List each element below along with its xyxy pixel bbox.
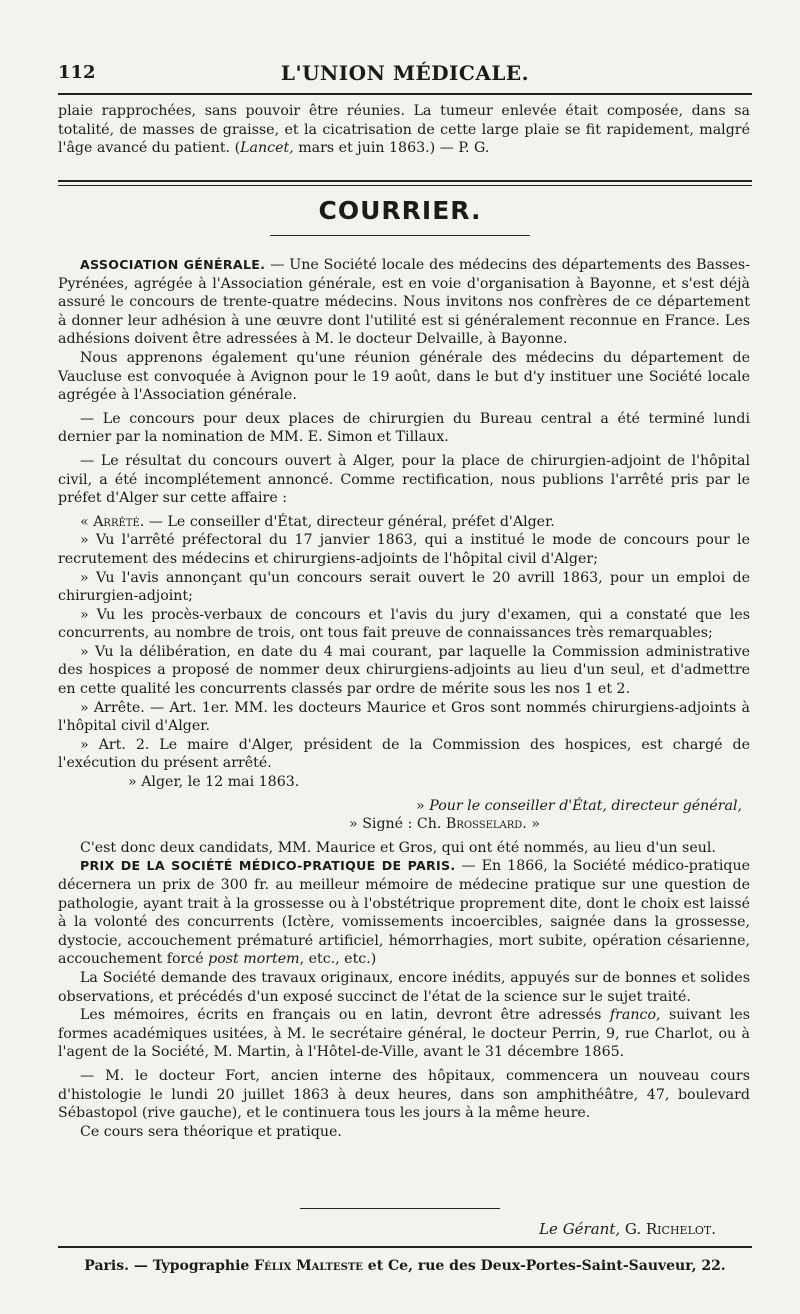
courrier-body <box>58 256 750 1141</box>
arrete-vu-1: » Vu l'arrêté préfectoral du 17 janvier 1863, qui a institué le mode de concours pour le recrutement des médecins et chirurgiens-adjoints de l'hôpital civil d'Alger; <box>58 532 750 567</box>
prix-paragraph: PRIX DE LA SOCIÉTÉ MÉDICO-PRATIQUE DE PARIS. — En 1866, la Société médico-pratique décernera un prix de 300 fr. au meilleur mémoire de médecine pratique sur une question de pathologie, ayant trait à la grossesse ou à l'obstétrique proprement dite, dont le choix est laissé à la volonté des concurrents (Ictère, vomissements incoercibles, saignée dans la grossesse, dystocie, accouchement prématuré artificiel, hémorrhagies, mort subite, opération césarienne, accouchement forcé post mortem, etc., etc.) <box>58 858 750 968</box>
section-rule-top-thin <box>58 185 752 186</box>
cours-paragraph-2: Ce cours sera théorique et pratique. <box>80 1123 342 1140</box>
intro-text <box>58 102 750 158</box>
printer-line: Paris. — Typographie Félix Malteste et Ce, rue des Deux-Portes-Saint-Sauveur, 22. <box>84 1258 726 1274</box>
arrete-signature: » Signé : Ch. Brosselard. » <box>349 816 540 833</box>
vaucluse-paragraph: Nous apprenons également qu'une réunion générale des médecins du département de Vaucluse est convoquée à Avignon pour le 19 août, dans le but d'y instituer une Société locale agrégée à l'Association générale. <box>58 349 750 404</box>
arrete-article-2: » Art. 2. Le maire d'Alger, président de la Commission des hospices, est chargé de l'exécution du présent arrêté. <box>58 736 750 772</box>
concours-paragraph: — Le concours pour deux places de chirurgien du Bureau central a été terminé lundi dernier par la nomination de MM. E. Simon et Tillaux. <box>58 410 750 446</box>
arrete-article-1: » Arrête. — Art. 1er. MM. les docteurs Maurice et Gros sont nommés chirurgiens-adjoints à l'hôpital civil d'Alger. <box>58 699 750 735</box>
page-number: 112 <box>58 62 96 83</box>
source-journal: Lancet, <box>240 140 294 157</box>
journal-title: L'UNION MÉDICALE. <box>280 61 530 85</box>
arrete-vu-2: » Vu l'avis annonçant qu'un concours serait ouvert le 20 avrill 1863, pour un emploi de chirurgien-adjoint; <box>58 569 750 605</box>
cours-paragraph: — M. le docteur Fort, ancien interne des hôpitaux, commencera un nouveau cours d'histologie le lundi 20 juillet 1863 à deux heures, dans son amphithéâtre, 47, boulevard Sébastopol (rive gauche), et le continuera tous les jours à la même heure. <box>58 1067 750 1122</box>
arrete-opening: « Arrêté. — Le conseiller d'État, directeur général, préfet d'Alger. <box>80 513 555 530</box>
footer-rule-short <box>300 1208 500 1209</box>
arrete-date: » Alger, le 12 mai 1863. <box>128 774 300 791</box>
prix-lead: PRIX DE LA SOCIÉTÉ MÉDICO-PRATIQUE DE PARIS. <box>80 858 456 874</box>
section-rule-under-title <box>270 235 530 236</box>
arrete-pour: » Pour le conseiller d'État, directeur général, <box>416 797 742 814</box>
arrete-vu-3: » Vu les procès-verbaux de concours et l'avis du jury d'examen, qui a constaté que les concurrents, au nombre de trois, ont tous fait preuve de connaissances très remarquables; <box>58 606 750 642</box>
association-paragraph: ASSOCIATION GÉNÉRALE. — Une Société locale des médecins des départements des Basses-Pyrénées, agrégée à l'Association générale, est en voie d'organisation à Bayonne, et s'est déjà assuré le concours de trente-quatre médecins. Nous invitons nos confrères de ce département à donner leur adhésion à une œuvre dont l'utilité est si généralement reconnue en France. Les adhésions doivent être adressées à M. le docteur Delvaille, à Bayonne. <box>58 257 750 348</box>
gerant-signature: Le Gérant, G. Richelot. <box>539 1220 716 1238</box>
prix-paragraph-3: Les mémoires, écrits en français ou en latin, devront être adressés franco, suivant les formes académiques usitées, à M. le secrétaire général, le docteur Perrin, 9, rue Charlot, ou à l'agent de la Société, M. Martin, à l'Hôtel-de-Ville, avant le 31 décembre 1865. <box>58 1007 750 1061</box>
header-rule <box>58 93 752 95</box>
intro-paragraph: plaie rapprochées, sans pouvoir être réunies. La tumeur enlevée était composée, dans sa totalité, de masses de graisse, et la cicatrisation de cette large plaie se fit rapidement, malgré l'âge avancé du patient. (Lancet, mars et juin 1863.) — P. G. <box>58 103 750 157</box>
prix-paragraph-2: La Société demande des travaux originaux, encore inédits, appuyés sur de bonnes et solides observations, et précédés d'un exposé succinct de l'état de la science sur le sujet traité. <box>58 969 750 1005</box>
association-lead: ASSOCIATION GÉNÉRALE. <box>80 257 266 272</box>
footer-rule <box>58 1246 752 1248</box>
alger-paragraph: — Le résultat du concours ouvert à Alger, pour la place de chirurgien-adjoint de l'hôpital civil, a été incomplétement annoncé. Comme rectification, nous publions l'arrêté pris par le préfet d'Alger sur cette affaire : <box>58 452 750 507</box>
arrete-vu-4: » Vu la délibération, en date du 4 mai courant, par laquelle la Commission administrative des hospices a proposé de nommer deux chirurgiens-adjoints au lieu d'un seul, et d'admettre en cette qualité les concurrents classés par ordre de mérite sous les nos 1 et 2. <box>58 643 750 698</box>
section-title: COURRIER. <box>318 196 482 225</box>
section-rule-top <box>58 180 752 182</box>
conclusion-paragraph: C'est donc deux candidats, MM. Maurice et Gros, qui ont été nommés, au lieu d'un seul. <box>80 839 716 856</box>
page-header <box>58 58 752 88</box>
